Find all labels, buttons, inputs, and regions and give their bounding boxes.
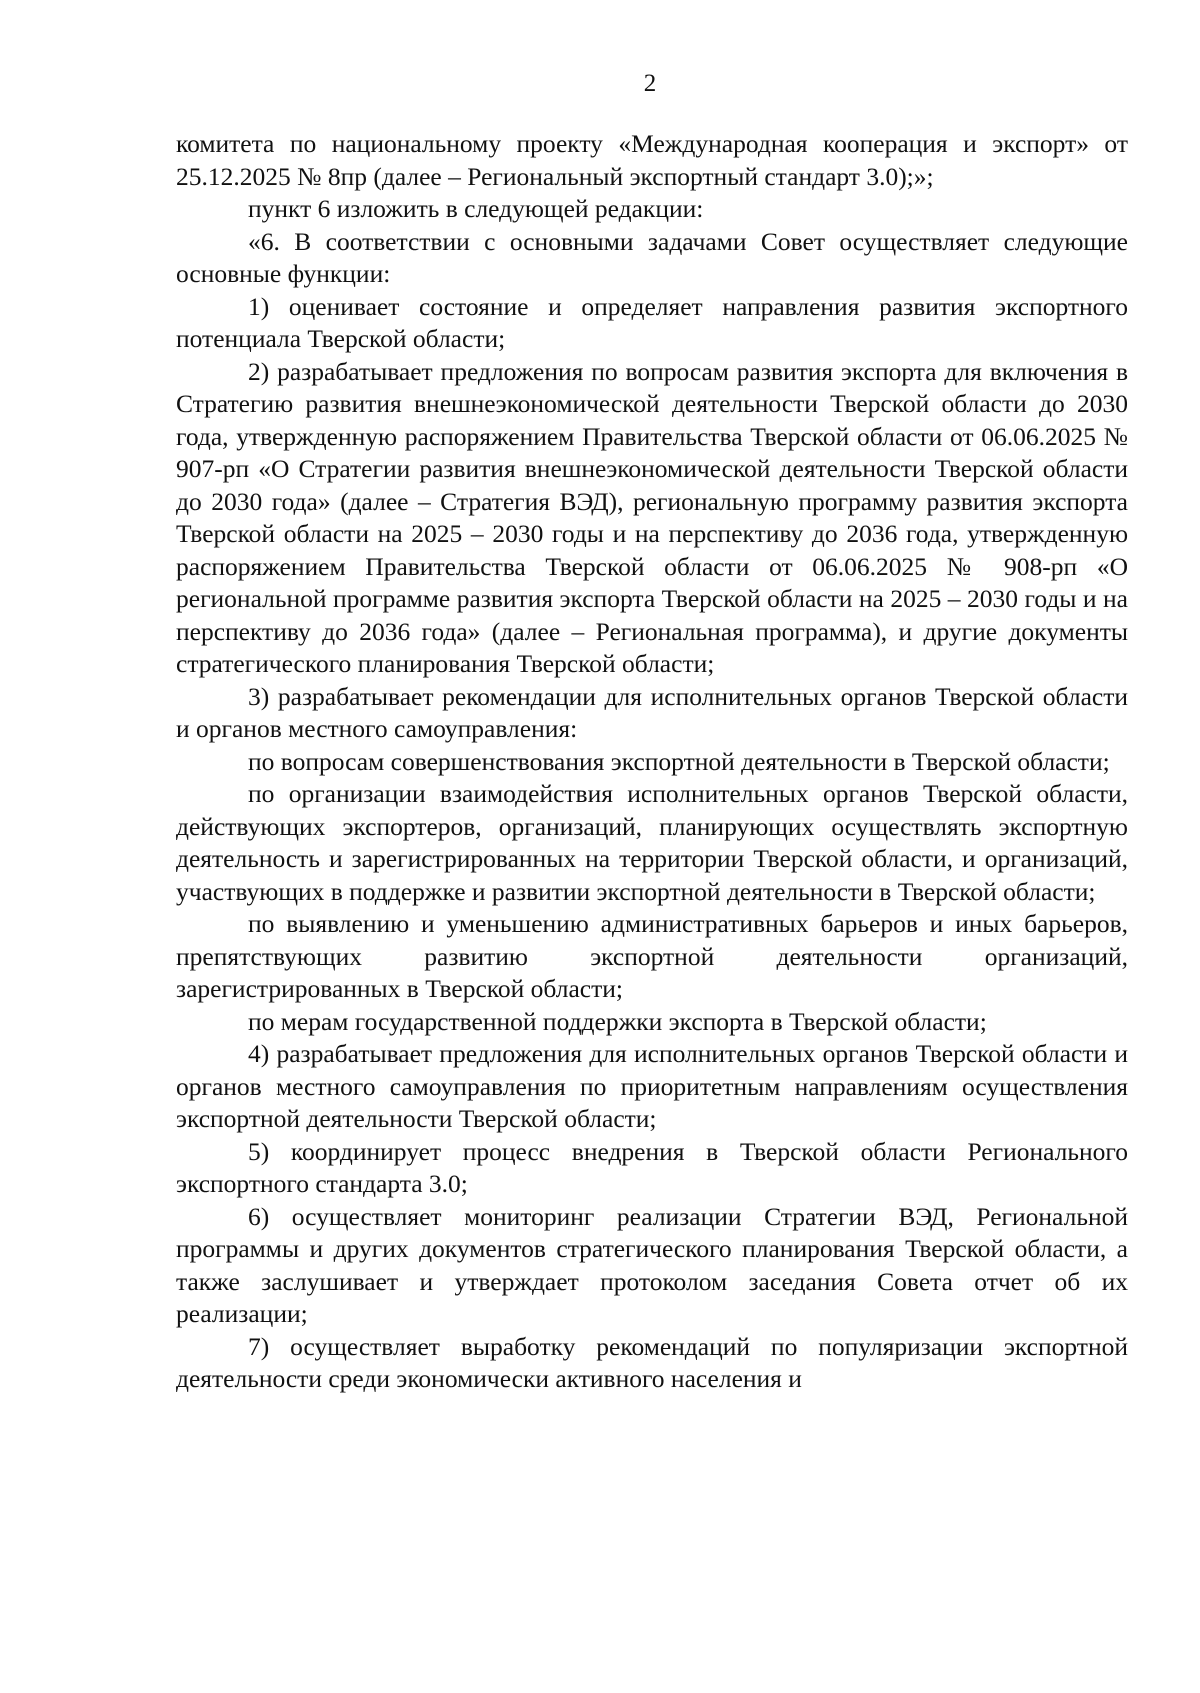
document-body bbox=[176, 128, 1128, 1396]
paragraph-function-3-sub-3: по выявлению и уменьшению административных барьеров и иных барьеров, препятствующих развитию экспортной деятельности организаций, зарегистрированных в Тверской области; bbox=[176, 909, 1128, 1003]
paragraph-amendment-intro: пункт 6 изложить в следующей редакции: bbox=[248, 194, 704, 223]
paragraph-function-3-sub-2: по организации взаимодействия исполнительных органов Тверской области, действующих экспортеров, организаций, планирующих осуществлять экспортную деятельность и зарегистрированных на территории Тверской области, и организаций, участвующих в поддержке и развитии экспортной деятельности в Тверской области; bbox=[176, 779, 1128, 906]
paragraph-function-5: 5) координирует процесс внедрения в Тверской области Регионального экспортного стандарта 3.0; bbox=[176, 1136, 1128, 1198]
paragraph-item-6: «6. В соответствии с основными задачами Совет осуществляет следующие основные функции: bbox=[176, 226, 1128, 288]
paragraph-function-1: 1) оценивает состояние и определяет направления развития экспортного потенциала Тверской области; bbox=[176, 291, 1128, 353]
paragraph-function-7: 7) осуществляет выработку рекомендаций по популяризации экспортной деятельности среди экономически активного населения и bbox=[176, 1331, 1128, 1393]
page-number: 2 bbox=[643, 70, 657, 97]
paragraph-function-6: 6) осуществляет мониторинг реализации Стратегии ВЭД, Региональной программы и других документов стратегического планирования Тверской области, а также заслушивает и утверждает протоколом заседания Совета отчет об их реализации; bbox=[176, 1201, 1128, 1328]
paragraph-function-3: 3) разрабатывает рекомендации для исполнительных органов Тверской области и органов местного самоуправления: bbox=[176, 681, 1128, 743]
paragraph-function-4: 4) разрабатывает предложения для исполнительных органов Тверской области и органов местного самоуправления по приоритетным направлениям осуществления экспортной деятельности Тверской области; bbox=[176, 1039, 1128, 1133]
paragraph-function-3-sub-4: по мерам государственной поддержки экспорта в Тверской области; bbox=[248, 1006, 987, 1036]
paragraph-function-2: 2) разрабатывает предложения по вопросам развития экспорта для включения в Стратегию развития внешнеэкономической деятельности Тверской области до 2030 года, утвержденную распоряжением Правительства Тверской области от 06.06.2025 № 907-рп «О Стратегии развития внешнеэкономической деятельности Тверской области до 2030 года» (далее – Стратегия ВЭД), региональную программу развития экспорта Тверской области на 2025 – 2030 годы и на перспективу до 2036 года, утвержденную распоряжением Правительства Тверской области от 06.06.2025 № 908-рп «О региональной программе развития экспорта Тверской области на 2025 – 2030 годы и на перспективу до 2036 года» (далее – Региональная программа), и другие документы стратегического планирования Тверской области; bbox=[176, 356, 1128, 678]
paragraph-continuation: комитета по национальному проекту «Международная кооперация и экспорт» от 25.12.2025 № 8пр (далее – Региональный экспортный стандарт 3.0);»; bbox=[176, 129, 1128, 191]
paragraph-function-3-sub-1: по вопросам совершенствования экспортной деятельности в Тверской области; bbox=[248, 746, 1110, 776]
